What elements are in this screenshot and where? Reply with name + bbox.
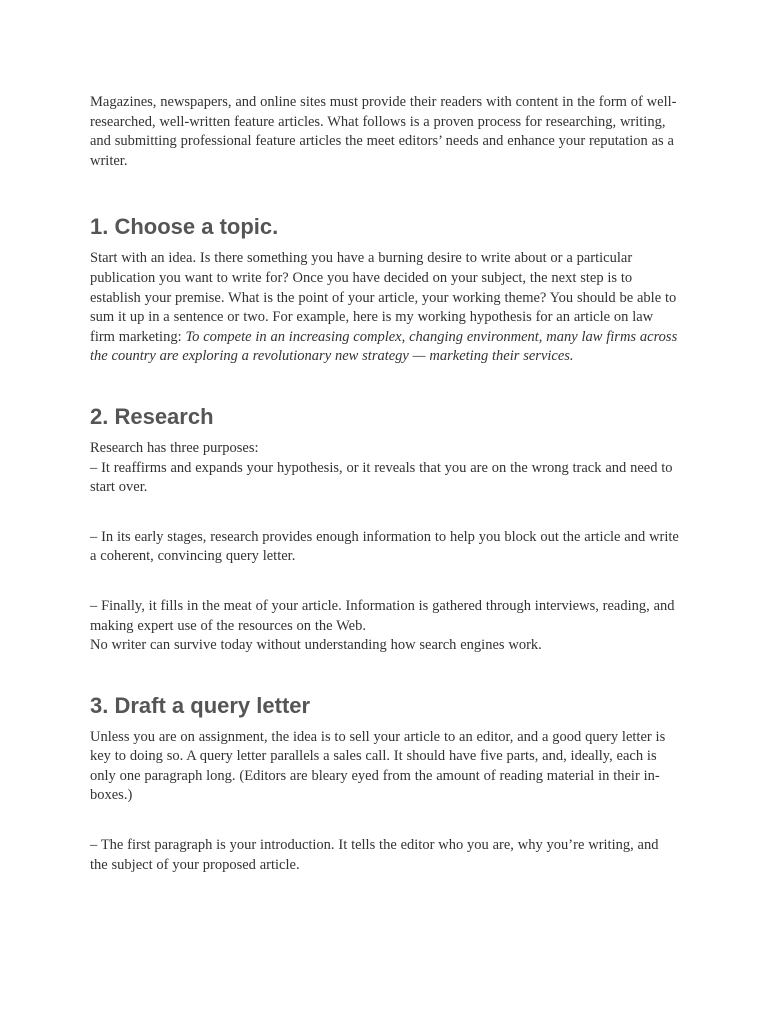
choose-topic-paragraph [90, 249, 680, 367]
intro-paragraph: Magazines, newspapers, and online sites must provide their readers with content in the form of well-researched, well-written feature articles. What follows is a proven process for researching, writing, and submitting professional feature articles the meet editors’ needs and enhance your reputation as a writer. [90, 94, 677, 169]
section-heading-choose-topic: 1. Choose a topic. [90, 214, 279, 240]
spacer [90, 656, 680, 692]
research-purpose-3: – Finally, it fills in the meat of your article. Information is gathered through interviews, reading, and making expert use of the resources on the Web. [90, 597, 675, 634]
choose-topic-text: Start with an idea. Is there something you have a burning desire to write about or a particular publication you want to write for? Once you have decided on your subject, the next step is to establish your premise. What is the point of your article, your working theme? You should be able to sum it up in a sentence or two. For example, here is my working hypothesis for an article on law firm marketing: [90, 250, 677, 345]
spacer [90, 171, 680, 213]
section-heading-research: 2. Research [90, 403, 214, 429]
spacer [90, 431, 680, 439]
search-engines-line: No writer can survive today without understanding how search engines work. [90, 637, 542, 654]
query-letter-paragraph: Unless you are on assignment, the idea is to sell your article to an editor, and a good query letter is key to doing so. A query letter parallels a sales call. It should have five parts, and, ideally, each is only one paragraph long. (Editors are bleary eyed from the amount of reading material in their in-boxes.) [90, 728, 666, 804]
spacer [90, 498, 680, 528]
query-letter-first-paragraph-note: – The first paragraph is your introduction. It tells the editor who you are, why you’re writing, and the subject of your proposed article. [90, 837, 659, 873]
research-paragraph-3 [90, 597, 680, 656]
spacer [90, 720, 680, 728]
working-hypothesis-text: To compete in an increasing complex, changing environment, many law firms across the country are exploring a revolutionary new strategy — marketing their services. [90, 328, 678, 365]
research-purpose-2: – In its early stages, research provides enough information to help you block out the article and write a coherent, convincing query letter. [90, 528, 679, 565]
spacer [90, 367, 680, 403]
document-page [90, 93, 680, 875]
spacer [90, 806, 680, 836]
section-heading-query-letter: 3. Draft a query letter [90, 692, 311, 718]
research-purposes-line: Research has three purposes: [90, 439, 259, 456]
research-purpose-1: – It reaffirms and expands your hypothesis, or it reveals that you are on the wrong track and need to start over. [90, 459, 673, 496]
research-paragraph-1 [90, 439, 680, 498]
spacer [90, 567, 680, 597]
spacer [90, 241, 680, 249]
